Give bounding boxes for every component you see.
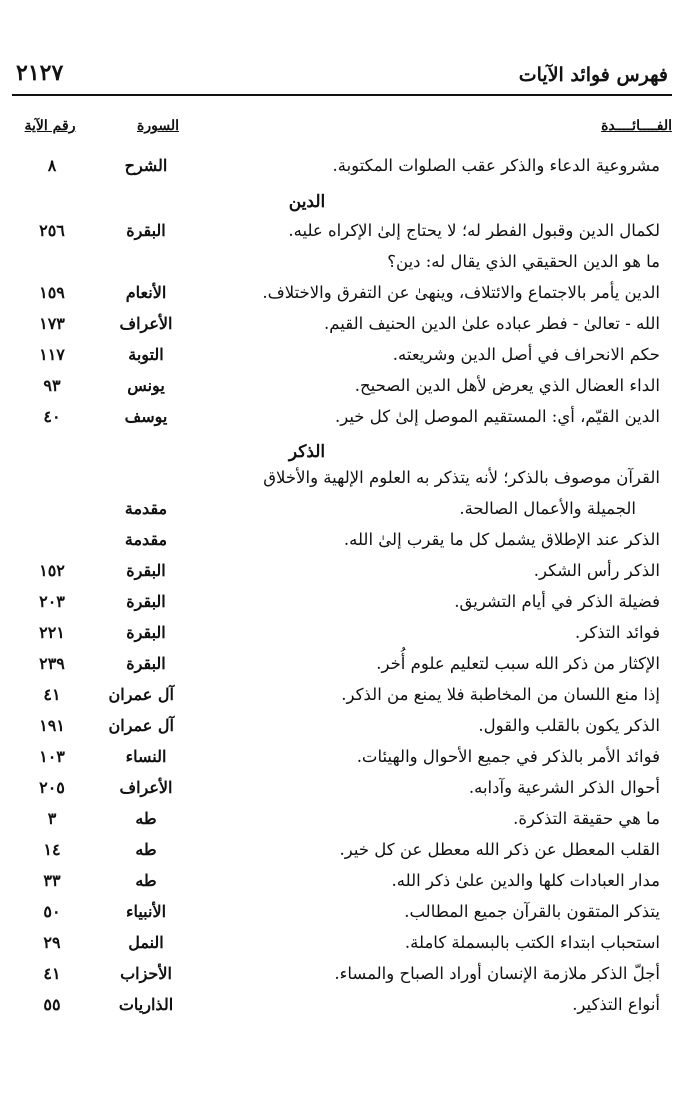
entry-text: فوائد الأمر بالذكر في جميع الأحوال والهيئات. bbox=[356, 747, 660, 766]
section-heading-remembrance bbox=[0, 434, 684, 464]
entry-ayah: ٢٢١ bbox=[39, 623, 65, 642]
section-title: الذكر bbox=[288, 442, 326, 462]
section-heading-religion bbox=[0, 183, 684, 217]
entry-text: الذكر يكون بالقلب والقول. bbox=[478, 716, 660, 735]
column-headers bbox=[12, 118, 672, 140]
entry-text: الدين القيّم، أي: المستقيم الموصل إلىٰ كل خير. bbox=[334, 407, 660, 426]
entry-surah: طه bbox=[135, 840, 157, 859]
entry-text: الدين يأمر بالاجتماع والائتلاف، وينهىٰ عن التفرق والاختلاف. bbox=[262, 283, 660, 302]
entry-text: الله - تعالىٰ - فطر عباده علىٰ الدين الحنيف القيم. bbox=[324, 314, 660, 333]
index-entry bbox=[0, 743, 684, 774]
entry-text-line1: القرآن موصوف بالذكر؛ لأنه يتذكر به العلوم الإلهية والأخلاق bbox=[263, 468, 660, 487]
index-entry bbox=[0, 372, 684, 403]
entry-ayah: ٤١ bbox=[43, 685, 61, 704]
index-entry bbox=[0, 836, 684, 867]
entry-text: أجلّ الذكر ملازمة الإنسان أوراد الصباح والمساء. bbox=[334, 964, 660, 983]
entry-ayah: ١٤ bbox=[43, 840, 61, 859]
entry-ayah: ٥٥ bbox=[43, 995, 61, 1014]
index-entry bbox=[0, 248, 684, 279]
entry-text: استحباب ابتداء الكتب بالبسملة كاملة. bbox=[404, 933, 660, 952]
entry-surah: الأنعام bbox=[125, 283, 167, 302]
index-entry bbox=[0, 805, 684, 836]
index-entry bbox=[0, 681, 684, 712]
entry-surah: النمل bbox=[128, 933, 164, 952]
column-header-surah: السورة bbox=[137, 118, 179, 134]
entry-surah: البقرة bbox=[126, 623, 166, 642]
entry-text: الإكثار من ذكر الله سبب لتعليم علوم أُخر. bbox=[376, 654, 660, 673]
entry-surah: الأنبياء bbox=[125, 902, 167, 921]
entry-ayah: ١٠٣ bbox=[39, 747, 65, 766]
index-entry bbox=[0, 619, 684, 650]
index-entry bbox=[0, 898, 684, 929]
entry-text: فضيلة الذكر في أيام التشريق. bbox=[454, 592, 660, 611]
page-title: فهرس فوائد الآيات bbox=[518, 64, 668, 86]
entry-surah: مقدمة bbox=[124, 530, 168, 549]
entry-ayah: ٤١ bbox=[43, 964, 61, 983]
entry-text-line2: الجميلة والأعمال الصالحة. bbox=[459, 499, 636, 518]
index-entry bbox=[0, 650, 684, 681]
entry-ayah: ١٩١ bbox=[39, 716, 65, 735]
entry-text: ما هي حقيقة التذكرة. bbox=[513, 809, 660, 828]
index-entry bbox=[0, 341, 684, 372]
entry-surah: النساء bbox=[125, 747, 167, 766]
index-entry bbox=[0, 867, 684, 898]
entry-surah: آل عمران bbox=[108, 716, 174, 735]
entry-surah: البقرة bbox=[126, 221, 166, 240]
index-entry bbox=[0, 526, 684, 557]
index-entry-wrapped bbox=[0, 464, 684, 495]
entry-text: مدار العبادات كلها والدين علىٰ ذكر الله. bbox=[391, 871, 660, 890]
entry-text: الداء العضال الذي يعرض لأهل الدين الصحيح. bbox=[354, 376, 660, 395]
entry-ayah: ١٥٢ bbox=[39, 561, 65, 580]
entry-surah: يونس bbox=[127, 376, 165, 395]
entry-text: أحوال الذكر الشرعية وآدابه. bbox=[468, 778, 660, 797]
entry-surah: الأحزاب bbox=[120, 964, 172, 983]
entry-text: مشروعية الدعاء والذكر عقب الصلوات المكتوبة. bbox=[332, 156, 660, 175]
entry-ayah: ١١٧ bbox=[39, 345, 65, 364]
entry-text: يتذكر المتقون بالقرآن جميع المطالب. bbox=[404, 902, 660, 921]
entry-surah: البقرة bbox=[126, 654, 166, 673]
entry-ayah: ٨ bbox=[47, 156, 57, 175]
entry-ayah: ١٥٩ bbox=[39, 283, 65, 302]
index-entry bbox=[0, 279, 684, 310]
entry-ayah: ٤٠ bbox=[43, 407, 61, 426]
entry-ayah: ٩٣ bbox=[43, 376, 61, 395]
entry-surah: آل عمران bbox=[108, 685, 174, 704]
index-entry bbox=[0, 310, 684, 341]
index-entry bbox=[0, 152, 684, 183]
index-entry bbox=[0, 557, 684, 588]
index-entry bbox=[0, 588, 684, 619]
entry-text: أنواع التذكير. bbox=[572, 995, 660, 1014]
entry-surah: مقدمة bbox=[124, 499, 168, 518]
index-entry bbox=[0, 217, 684, 248]
entry-surah: الأعراف bbox=[119, 778, 173, 797]
entry-ayah: ٣٣ bbox=[43, 871, 61, 890]
entry-ayah: ٣ bbox=[47, 809, 57, 828]
entry-text: فوائد التذكر. bbox=[575, 623, 660, 642]
index-entry bbox=[0, 403, 684, 434]
entry-text: حكم الانحراف في أصل الدين وشريعته. bbox=[392, 345, 660, 364]
entry-text: الذكر رأس الشكر. bbox=[533, 561, 660, 580]
entry-text: ما هو الدين الحقيقي الذي يقال له: دين؟ bbox=[387, 252, 660, 271]
entry-surah: البقرة bbox=[126, 592, 166, 611]
entry-surah: طه bbox=[135, 809, 157, 828]
entry-ayah: ٥٠ bbox=[43, 902, 61, 921]
page-number: ٢١٢٧ bbox=[16, 60, 64, 86]
entry-text: الذكر عند الإطلاق يشمل كل ما يقرب إلىٰ الله. bbox=[343, 530, 660, 549]
entry-surah: البقرة bbox=[126, 561, 166, 580]
entry-ayah: ٢٩ bbox=[43, 933, 61, 952]
section-title: الدين bbox=[288, 192, 326, 212]
entry-text: القلب المعطل عن ذكر الله معطل عن كل خير. bbox=[339, 840, 660, 859]
column-header-ayah: رقم الآية bbox=[24, 118, 76, 134]
entry-surah: يوسف bbox=[124, 407, 168, 426]
entry-text: إذا منع اللسان من المخاطبة فلا يمنع من الذكر. bbox=[341, 685, 660, 704]
entry-surah: الشرح bbox=[124, 156, 168, 175]
index-entry bbox=[0, 774, 684, 805]
index-entry bbox=[0, 712, 684, 743]
page-header bbox=[12, 60, 672, 96]
entry-text: لكمال الدين وقبول الفطر له؛ لا يحتاج إلىٰ الإكراه عليه. bbox=[288, 221, 660, 240]
index-entry-wrapped-continuation bbox=[0, 495, 684, 526]
entry-ayah: ٢٥٦ bbox=[39, 221, 65, 240]
index-entry bbox=[0, 991, 684, 1022]
index-entry bbox=[0, 960, 684, 991]
entry-surah: الأعراف bbox=[119, 314, 173, 333]
entry-ayah: ٢٠٣ bbox=[39, 592, 65, 611]
entry-surah: الذاريات bbox=[118, 995, 174, 1014]
entry-ayah: ١٧٣ bbox=[39, 314, 65, 333]
entry-surah: التوبة bbox=[128, 345, 164, 364]
column-header-benefit: الفــــائــــدة bbox=[601, 118, 672, 134]
entry-ayah: ٢٣٩ bbox=[39, 654, 65, 673]
entry-surah: طه bbox=[135, 871, 157, 890]
index-entry bbox=[0, 929, 684, 960]
index-body bbox=[0, 152, 684, 1101]
entry-ayah: ٢٠٥ bbox=[39, 778, 65, 797]
